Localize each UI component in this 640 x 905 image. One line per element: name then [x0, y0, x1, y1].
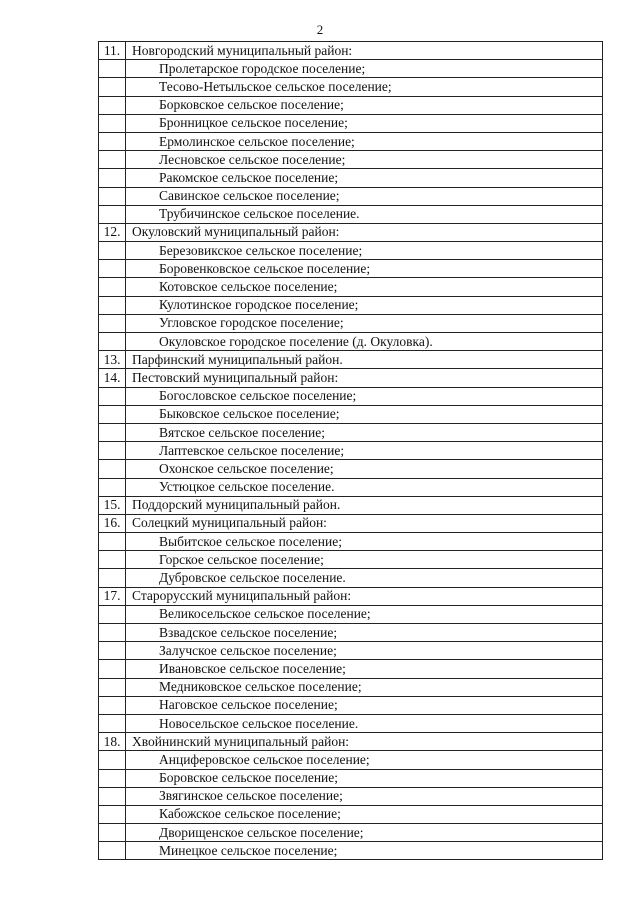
- settlement-row: [99, 551, 603, 569]
- settlement-name: Горское сельское поселение;: [126, 551, 603, 569]
- settlement-name: Лаптевское сельское поселение;: [126, 442, 603, 460]
- settlement-name: Котовское сельское поселение;: [126, 278, 603, 296]
- row-number: [99, 478, 126, 496]
- settlement-name: Медниковское сельское поселение;: [126, 678, 603, 696]
- districts-table-body: [99, 42, 603, 860]
- settlement-name: Ермолинское сельское поселение;: [126, 132, 603, 150]
- settlement-row: [99, 442, 603, 460]
- settlement-name: Залучское сельское поселение;: [126, 642, 603, 660]
- settlement-row: [99, 314, 603, 332]
- settlement-name: Савинское сельское поселение;: [126, 187, 603, 205]
- settlement-row: [99, 387, 603, 405]
- settlement-name: Боровское сельское поселение;: [126, 769, 603, 787]
- district-row: [99, 733, 603, 751]
- row-number: [99, 114, 126, 132]
- row-number: [99, 605, 126, 623]
- settlement-name: Взвадское сельское поселение;: [126, 624, 603, 642]
- settlement-row: [99, 151, 603, 169]
- settlement-name: Лесновское сельское поселение;: [126, 151, 603, 169]
- district-row: [99, 369, 603, 387]
- district-row: [99, 42, 603, 60]
- settlement-name: Борковское сельское поселение;: [126, 96, 603, 114]
- row-number: [99, 442, 126, 460]
- settlement-row: [99, 405, 603, 423]
- row-number: 12.: [99, 223, 126, 241]
- district-row: [99, 587, 603, 605]
- settlement-row: [99, 296, 603, 314]
- row-number: [99, 205, 126, 223]
- row-number: [99, 569, 126, 587]
- settlement-row: [99, 242, 603, 260]
- settlement-name: Устюцкое сельское поселение.: [126, 478, 603, 496]
- settlement-name: Вятское сельское поселение;: [126, 423, 603, 441]
- settlement-row: [99, 642, 603, 660]
- row-number: 18.: [99, 733, 126, 751]
- settlement-row: [99, 205, 603, 223]
- settlement-name: Бронницкое сельское поселение;: [126, 114, 603, 132]
- row-number: [99, 696, 126, 714]
- settlement-row: [99, 333, 603, 351]
- settlement-name: Угловское городское поселение;: [126, 314, 603, 332]
- settlement-name: Охонское сельское поселение;: [126, 460, 603, 478]
- settlement-name: Тесово-Нетыльское сельское поселение;: [126, 78, 603, 96]
- row-number: [99, 60, 126, 78]
- settlement-row: [99, 260, 603, 278]
- settlement-name: Великосельское сельское поселение;: [126, 605, 603, 623]
- row-number: [99, 96, 126, 114]
- settlement-name: Трубичинское сельское поселение.: [126, 205, 603, 223]
- settlement-row: [99, 533, 603, 551]
- district-name: Солецкий муниципальный район:: [126, 514, 603, 532]
- settlement-row: [99, 842, 603, 860]
- settlement-row: [99, 787, 603, 805]
- settlement-name: Ивановское сельское поселение;: [126, 660, 603, 678]
- row-number: [99, 242, 126, 260]
- settlement-row: [99, 78, 603, 96]
- district-row: [99, 351, 603, 369]
- settlement-row: [99, 423, 603, 441]
- row-number: [99, 751, 126, 769]
- row-number: [99, 151, 126, 169]
- settlement-row: [99, 769, 603, 787]
- settlement-name: Кабожское сельское поселение;: [126, 805, 603, 823]
- row-number: 11.: [99, 42, 126, 60]
- row-number: [99, 769, 126, 787]
- row-number: 13.: [99, 351, 126, 369]
- settlement-row: [99, 169, 603, 187]
- row-number: [99, 642, 126, 660]
- settlement-name: Минецкое сельское поселение;: [126, 842, 603, 860]
- row-number: [99, 533, 126, 551]
- row-number: [99, 805, 126, 823]
- settlement-row: [99, 678, 603, 696]
- districts-table: [98, 41, 603, 860]
- row-number: 14.: [99, 369, 126, 387]
- settlement-row: [99, 460, 603, 478]
- settlement-name: Наговское сельское поселение;: [126, 696, 603, 714]
- settlement-row: [99, 132, 603, 150]
- district-name: Парфинский муниципальный район.: [126, 351, 603, 369]
- settlement-row: [99, 187, 603, 205]
- settlement-row: [99, 624, 603, 642]
- row-number: [99, 296, 126, 314]
- settlement-name: Кулотинское городское поселение;: [126, 296, 603, 314]
- row-number: [99, 824, 126, 842]
- settlement-row: [99, 605, 603, 623]
- row-number: [99, 78, 126, 96]
- row-number: [99, 460, 126, 478]
- settlement-row: [99, 478, 603, 496]
- row-number: [99, 551, 126, 569]
- settlement-name: Богословское сельское поселение;: [126, 387, 603, 405]
- settlement-name: Окуловское городское поселение (д. Окуловка).: [126, 333, 603, 351]
- district-row: [99, 514, 603, 532]
- row-number: [99, 260, 126, 278]
- row-number: [99, 333, 126, 351]
- settlement-row: [99, 569, 603, 587]
- district-name: Окуловский муниципальный район:: [126, 223, 603, 241]
- settlement-name: Дворищенское сельское поселение;: [126, 824, 603, 842]
- row-number: [99, 169, 126, 187]
- settlement-name: Ракомское сельское поселение;: [126, 169, 603, 187]
- settlement-name: Быковское сельское поселение;: [126, 405, 603, 423]
- settlement-name: Пролетарское городское поселение;: [126, 60, 603, 78]
- row-number: [99, 405, 126, 423]
- row-number: 16.: [99, 514, 126, 532]
- settlement-name: Анциферовское сельское поселение;: [126, 751, 603, 769]
- page-number: 2: [316, 22, 324, 37]
- district-name: Хвойнинский муниципальный район:: [126, 733, 603, 751]
- row-number: [99, 278, 126, 296]
- district-row: [99, 496, 603, 514]
- row-number: [99, 423, 126, 441]
- settlement-name: Выбитское сельское поселение;: [126, 533, 603, 551]
- row-number: [99, 678, 126, 696]
- settlement-name: Боровенковское сельское поселение;: [126, 260, 603, 278]
- district-name: Старорусский муниципальный район:: [126, 587, 603, 605]
- settlement-row: [99, 714, 603, 732]
- row-number: [99, 624, 126, 642]
- settlement-row: [99, 60, 603, 78]
- settlement-name: Новосельское сельское поселение.: [126, 714, 603, 732]
- district-name: Поддорский муниципальный район.: [126, 496, 603, 514]
- row-number: [99, 714, 126, 732]
- settlement-row: [99, 751, 603, 769]
- settlement-name: Звягинское сельское поселение;: [126, 787, 603, 805]
- row-number: [99, 314, 126, 332]
- settlement-row: [99, 824, 603, 842]
- settlement-row: [99, 96, 603, 114]
- settlement-row: [99, 278, 603, 296]
- settlement-row: [99, 114, 603, 132]
- district-name: Пестовский муниципальный район:: [126, 369, 603, 387]
- row-number: [99, 660, 126, 678]
- row-number: [99, 387, 126, 405]
- row-number: [99, 132, 126, 150]
- settlement-row: [99, 805, 603, 823]
- district-row: [99, 223, 603, 241]
- row-number: 17.: [99, 587, 126, 605]
- settlement-name: Дубровское сельское поселение.: [126, 569, 603, 587]
- row-number: [99, 787, 126, 805]
- row-number: 15.: [99, 496, 126, 514]
- settlement-name: Березовикское сельское поселение;: [126, 242, 603, 260]
- row-number: [99, 842, 126, 860]
- row-number: [99, 187, 126, 205]
- settlement-row: [99, 660, 603, 678]
- settlement-row: [99, 696, 603, 714]
- district-name: Новгородский муниципальный район:: [126, 42, 603, 60]
